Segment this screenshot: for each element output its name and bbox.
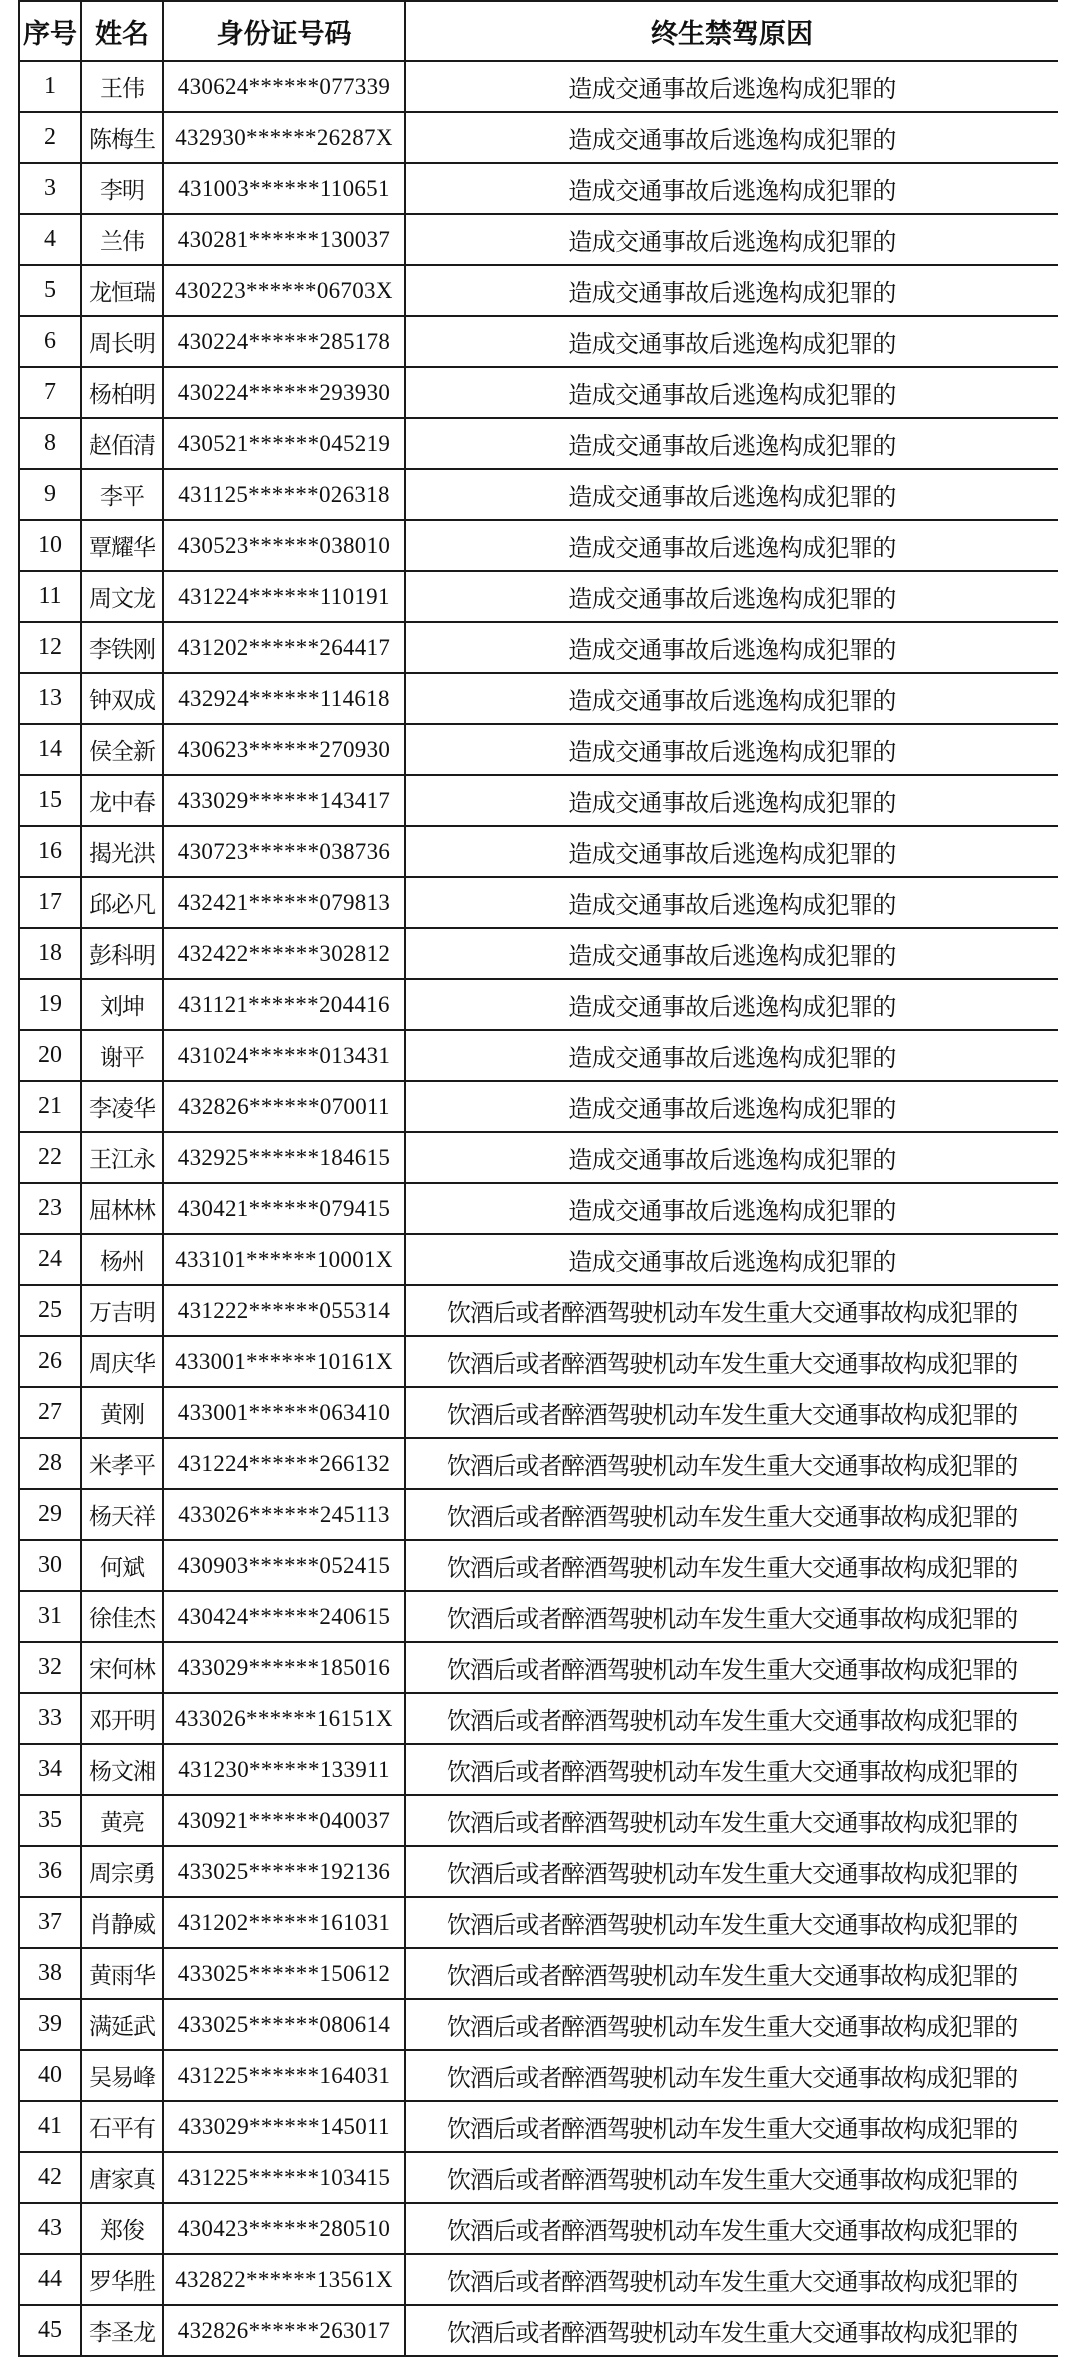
ban-reason-cell: 造成交通事故后逃逸构成犯罪的: [405, 979, 1058, 1030]
index-cell: 36: [19, 1846, 81, 1897]
name-cell: 覃耀华: [81, 520, 163, 571]
id-number-cell: 432930******26287X: [163, 112, 405, 163]
index-cell: 25: [19, 1285, 81, 1336]
table-row: [19, 1285, 1058, 1336]
table-row: [19, 775, 1058, 826]
table-row: [19, 2254, 1058, 2305]
id-number-cell: 432925******184615: [163, 1132, 405, 1183]
table-row: [19, 1999, 1058, 2050]
id-number-cell: 433025******150612: [163, 1948, 405, 1999]
header-index: 序号: [19, 1, 81, 61]
table-body: [19, 61, 1058, 2356]
table-row: [19, 1948, 1058, 1999]
id-number-cell: 431024******013431: [163, 1030, 405, 1081]
index-cell: 6: [19, 316, 81, 367]
id-number-cell: 432422******302812: [163, 928, 405, 979]
ban-reason-cell: 饮酒后或者醉酒驾驶机动车发生重大交通事故构成犯罪的: [405, 2050, 1058, 2101]
ban-reason-cell: 饮酒后或者醉酒驾驶机动车发生重大交通事故构成犯罪的: [405, 1897, 1058, 1948]
name-cell: 揭光洪: [81, 826, 163, 877]
id-number-cell: 433029******185016: [163, 1642, 405, 1693]
table-row: [19, 2305, 1058, 2356]
ban-reason-cell: 造成交通事故后逃逸构成犯罪的: [405, 622, 1058, 673]
name-cell: 吴易峰: [81, 2050, 163, 2101]
name-cell: 杨柏明: [81, 367, 163, 418]
name-cell: 周文龙: [81, 571, 163, 622]
id-number-cell: 430421******079415: [163, 1183, 405, 1234]
ban-reason-cell: 造成交通事故后逃逸构成犯罪的: [405, 469, 1058, 520]
name-cell: 万吉明: [81, 1285, 163, 1336]
table-row: [19, 1081, 1058, 1132]
id-number-cell: 433001******063410: [163, 1387, 405, 1438]
table-row: [19, 1591, 1058, 1642]
name-cell: 李平: [81, 469, 163, 520]
table-row: [19, 928, 1058, 979]
name-cell: 陈梅生: [81, 112, 163, 163]
id-number-cell: 431202******161031: [163, 1897, 405, 1948]
index-cell: 2: [19, 112, 81, 163]
id-number-cell: 430223******06703X: [163, 265, 405, 316]
index-cell: 32: [19, 1642, 81, 1693]
index-cell: 9: [19, 469, 81, 520]
table-row: [19, 826, 1058, 877]
name-cell: 彭科明: [81, 928, 163, 979]
name-cell: 王伟: [81, 61, 163, 112]
name-cell: 兰伟: [81, 214, 163, 265]
ban-reason-cell: 造成交通事故后逃逸构成犯罪的: [405, 928, 1058, 979]
name-cell: 杨天祥: [81, 1489, 163, 1540]
id-number-cell: 430723******038736: [163, 826, 405, 877]
ban-reason-cell: 造成交通事故后逃逸构成犯罪的: [405, 61, 1058, 112]
index-cell: 8: [19, 418, 81, 469]
name-cell: 龙中春: [81, 775, 163, 826]
index-cell: 34: [19, 1744, 81, 1795]
name-cell: 杨文湘: [81, 1744, 163, 1795]
id-number-cell: 430521******045219: [163, 418, 405, 469]
name-cell: 李圣龙: [81, 2305, 163, 2356]
index-cell: 27: [19, 1387, 81, 1438]
id-number-cell: 430623******270930: [163, 724, 405, 775]
table-row: [19, 1132, 1058, 1183]
index-cell: 5: [19, 265, 81, 316]
id-number-cell: 430424******240615: [163, 1591, 405, 1642]
index-cell: 23: [19, 1183, 81, 1234]
id-number-cell: 432822******13561X: [163, 2254, 405, 2305]
ban-reason-cell: 造成交通事故后逃逸构成犯罪的: [405, 775, 1058, 826]
index-cell: 29: [19, 1489, 81, 1540]
index-cell: 26: [19, 1336, 81, 1387]
table-row: [19, 979, 1058, 1030]
table-row: [19, 2203, 1058, 2254]
header-id-number: 身份证号码: [163, 1, 405, 61]
index-cell: 45: [19, 2305, 81, 2356]
id-number-cell: 431125******026318: [163, 469, 405, 520]
index-cell: 22: [19, 1132, 81, 1183]
table-row: [19, 367, 1058, 418]
table-row: [19, 1744, 1058, 1795]
ban-reason-cell: 饮酒后或者醉酒驾驶机动车发生重大交通事故构成犯罪的: [405, 2101, 1058, 2152]
ban-reason-cell: 饮酒后或者醉酒驾驶机动车发生重大交通事故构成犯罪的: [405, 1591, 1058, 1642]
name-cell: 龙恒瑞: [81, 265, 163, 316]
name-cell: 肖静威: [81, 1897, 163, 1948]
ban-reason-cell: 造成交通事故后逃逸构成犯罪的: [405, 112, 1058, 163]
id-number-cell: 430224******285178: [163, 316, 405, 367]
ban-reason-cell: 饮酒后或者醉酒驾驶机动车发生重大交通事故构成犯罪的: [405, 1540, 1058, 1591]
ban-reason-cell: 饮酒后或者醉酒驾驶机动车发生重大交通事故构成犯罪的: [405, 1999, 1058, 2050]
id-number-cell: 430523******038010: [163, 520, 405, 571]
id-number-cell: 432826******263017: [163, 2305, 405, 2356]
index-cell: 30: [19, 1540, 81, 1591]
index-cell: 35: [19, 1795, 81, 1846]
ban-reason-cell: 饮酒后或者醉酒驾驶机动车发生重大交通事故构成犯罪的: [405, 1642, 1058, 1693]
ban-reason-cell: 饮酒后或者醉酒驾驶机动车发生重大交通事故构成犯罪的: [405, 2305, 1058, 2356]
table-row: [19, 316, 1058, 367]
index-cell: 31: [19, 1591, 81, 1642]
table-row: [19, 1387, 1058, 1438]
id-number-cell: 433001******10161X: [163, 1336, 405, 1387]
table-header: [19, 1, 1058, 61]
ban-reason-cell: 造成交通事故后逃逸构成犯罪的: [405, 367, 1058, 418]
table-row: [19, 469, 1058, 520]
index-cell: 44: [19, 2254, 81, 2305]
ban-reason-cell: 造成交通事故后逃逸构成犯罪的: [405, 1234, 1058, 1285]
index-cell: 20: [19, 1030, 81, 1081]
name-cell: 周长明: [81, 316, 163, 367]
name-cell: 黄亮: [81, 1795, 163, 1846]
name-cell: 屈林林: [81, 1183, 163, 1234]
index-cell: 42: [19, 2152, 81, 2203]
table-row: [19, 877, 1058, 928]
name-cell: 李明: [81, 163, 163, 214]
ban-reason-cell: 造成交通事故后逃逸构成犯罪的: [405, 418, 1058, 469]
index-cell: 39: [19, 1999, 81, 2050]
index-cell: 3: [19, 163, 81, 214]
table-row: [19, 673, 1058, 724]
banned-drivers-document: [18, 0, 1058, 2362]
table-row: [19, 2101, 1058, 2152]
table-row: [19, 622, 1058, 673]
index-cell: 40: [19, 2050, 81, 2101]
id-number-cell: 432826******070011: [163, 1081, 405, 1132]
id-number-cell: 431225******103415: [163, 2152, 405, 2203]
id-number-cell: 431202******264417: [163, 622, 405, 673]
table-row: [19, 724, 1058, 775]
name-cell: 唐家真: [81, 2152, 163, 2203]
table-row: [19, 418, 1058, 469]
ban-reason-cell: 造成交通事故后逃逸构成犯罪的: [405, 1183, 1058, 1234]
index-cell: 18: [19, 928, 81, 979]
id-number-cell: 431121******204416: [163, 979, 405, 1030]
table-row: [19, 1183, 1058, 1234]
index-cell: 19: [19, 979, 81, 1030]
id-number-cell: 431222******055314: [163, 1285, 405, 1336]
index-cell: 37: [19, 1897, 81, 1948]
ban-reason-cell: 饮酒后或者醉酒驾驶机动车发生重大交通事故构成犯罪的: [405, 1846, 1058, 1897]
table-row: [19, 214, 1058, 265]
name-cell: 邓开明: [81, 1693, 163, 1744]
name-cell: 周宗勇: [81, 1846, 163, 1897]
id-number-cell: 430903******052415: [163, 1540, 405, 1591]
table-row: [19, 2050, 1058, 2101]
index-cell: 38: [19, 1948, 81, 1999]
name-cell: 杨州: [81, 1234, 163, 1285]
id-number-cell: 433025******192136: [163, 1846, 405, 1897]
table-row: [19, 1642, 1058, 1693]
table-row: [19, 1438, 1058, 1489]
ban-reason-cell: 造成交通事故后逃逸构成犯罪的: [405, 1081, 1058, 1132]
ban-reason-cell: 造成交通事故后逃逸构成犯罪的: [405, 571, 1058, 622]
id-number-cell: 432924******114618: [163, 673, 405, 724]
id-number-cell: 433026******16151X: [163, 1693, 405, 1744]
id-number-cell: 432421******079813: [163, 877, 405, 928]
name-cell: 米孝平: [81, 1438, 163, 1489]
table-row: [19, 1030, 1058, 1081]
table-row: [19, 1693, 1058, 1744]
id-number-cell: 431003******110651: [163, 163, 405, 214]
index-cell: 1: [19, 61, 81, 112]
name-cell: 刘坤: [81, 979, 163, 1030]
index-cell: 4: [19, 214, 81, 265]
id-number-cell: 430921******040037: [163, 1795, 405, 1846]
ban-reason-cell: 饮酒后或者醉酒驾驶机动车发生重大交通事故构成犯罪的: [405, 1489, 1058, 1540]
id-number-cell: 433101******10001X: [163, 1234, 405, 1285]
table-row: [19, 1795, 1058, 1846]
index-cell: 24: [19, 1234, 81, 1285]
index-cell: 7: [19, 367, 81, 418]
index-cell: 12: [19, 622, 81, 673]
ban-reason-cell: 造成交通事故后逃逸构成犯罪的: [405, 724, 1058, 775]
index-cell: 16: [19, 826, 81, 877]
name-cell: 李铁刚: [81, 622, 163, 673]
id-number-cell: 430423******280510: [163, 2203, 405, 2254]
name-cell: 谢平: [81, 1030, 163, 1081]
ban-reason-cell: 饮酒后或者醉酒驾驶机动车发生重大交通事故构成犯罪的: [405, 1693, 1058, 1744]
lifetime-driving-ban-table: [18, 0, 1058, 2357]
index-cell: 21: [19, 1081, 81, 1132]
header-ban-reason: 终生禁驾原因: [405, 1, 1058, 61]
id-number-cell: 431230******133911: [163, 1744, 405, 1795]
name-cell: 黄刚: [81, 1387, 163, 1438]
ban-reason-cell: 造成交通事故后逃逸构成犯罪的: [405, 214, 1058, 265]
ban-reason-cell: 造成交通事故后逃逸构成犯罪的: [405, 877, 1058, 928]
id-number-cell: 430624******077339: [163, 61, 405, 112]
ban-reason-cell: 饮酒后或者醉酒驾驶机动车发生重大交通事故构成犯罪的: [405, 1948, 1058, 1999]
table-row: [19, 1336, 1058, 1387]
ban-reason-cell: 饮酒后或者醉酒驾驶机动车发生重大交通事故构成犯罪的: [405, 1744, 1058, 1795]
name-cell: 宋何林: [81, 1642, 163, 1693]
table-row: [19, 1846, 1058, 1897]
ban-reason-cell: 造成交通事故后逃逸构成犯罪的: [405, 1132, 1058, 1183]
table-row: [19, 112, 1058, 163]
ban-reason-cell: 造成交通事故后逃逸构成犯罪的: [405, 163, 1058, 214]
table-row: [19, 1540, 1058, 1591]
ban-reason-cell: 造成交通事故后逃逸构成犯罪的: [405, 316, 1058, 367]
ban-reason-cell: 造成交通事故后逃逸构成犯罪的: [405, 673, 1058, 724]
index-cell: 13: [19, 673, 81, 724]
index-cell: 17: [19, 877, 81, 928]
index-cell: 14: [19, 724, 81, 775]
table-row: [19, 571, 1058, 622]
name-cell: 王江永: [81, 1132, 163, 1183]
ban-reason-cell: 饮酒后或者醉酒驾驶机动车发生重大交通事故构成犯罪的: [405, 1336, 1058, 1387]
id-number-cell: 433029******145011: [163, 2101, 405, 2152]
table-row: [19, 520, 1058, 571]
table-row: [19, 265, 1058, 316]
table-row: [19, 1234, 1058, 1285]
index-cell: 33: [19, 1693, 81, 1744]
header-row: [19, 1, 1058, 61]
name-cell: 邱必凡: [81, 877, 163, 928]
name-cell: 周庆华: [81, 1336, 163, 1387]
ban-reason-cell: 饮酒后或者醉酒驾驶机动车发生重大交通事故构成犯罪的: [405, 1438, 1058, 1489]
name-cell: 侯全新: [81, 724, 163, 775]
index-cell: 10: [19, 520, 81, 571]
id-number-cell: 433029******143417: [163, 775, 405, 826]
name-cell: 赵佰清: [81, 418, 163, 469]
index-cell: 11: [19, 571, 81, 622]
id-number-cell: 431224******266132: [163, 1438, 405, 1489]
name-cell: 何斌: [81, 1540, 163, 1591]
table-row: [19, 1489, 1058, 1540]
id-number-cell: 430224******293930: [163, 367, 405, 418]
id-number-cell: 433025******080614: [163, 1999, 405, 2050]
index-cell: 41: [19, 2101, 81, 2152]
id-number-cell: 430281******130037: [163, 214, 405, 265]
name-cell: 满延武: [81, 1999, 163, 2050]
table-row: [19, 61, 1058, 112]
index-cell: 43: [19, 2203, 81, 2254]
ban-reason-cell: 饮酒后或者醉酒驾驶机动车发生重大交通事故构成犯罪的: [405, 2152, 1058, 2203]
ban-reason-cell: 饮酒后或者醉酒驾驶机动车发生重大交通事故构成犯罪的: [405, 1285, 1058, 1336]
id-number-cell: 431225******164031: [163, 2050, 405, 2101]
ban-reason-cell: 饮酒后或者醉酒驾驶机动车发生重大交通事故构成犯罪的: [405, 2203, 1058, 2254]
table-row: [19, 2152, 1058, 2203]
header-name: 姓名: [81, 1, 163, 61]
table-row: [19, 1897, 1058, 1948]
ban-reason-cell: 饮酒后或者醉酒驾驶机动车发生重大交通事故构成犯罪的: [405, 1387, 1058, 1438]
ban-reason-cell: 饮酒后或者醉酒驾驶机动车发生重大交通事故构成犯罪的: [405, 1795, 1058, 1846]
name-cell: 郑俊: [81, 2203, 163, 2254]
ban-reason-cell: 造成交通事故后逃逸构成犯罪的: [405, 265, 1058, 316]
id-number-cell: 433026******245113: [163, 1489, 405, 1540]
index-cell: 28: [19, 1438, 81, 1489]
name-cell: 石平有: [81, 2101, 163, 2152]
name-cell: 徐佳杰: [81, 1591, 163, 1642]
table-row: [19, 163, 1058, 214]
index-cell: 15: [19, 775, 81, 826]
name-cell: 罗华胜: [81, 2254, 163, 2305]
name-cell: 钟双成: [81, 673, 163, 724]
ban-reason-cell: 造成交通事故后逃逸构成犯罪的: [405, 1030, 1058, 1081]
name-cell: 黄雨华: [81, 1948, 163, 1999]
name-cell: 李凌华: [81, 1081, 163, 1132]
id-number-cell: 431224******110191: [163, 571, 405, 622]
ban-reason-cell: 饮酒后或者醉酒驾驶机动车发生重大交通事故构成犯罪的: [405, 2254, 1058, 2305]
ban-reason-cell: 造成交通事故后逃逸构成犯罪的: [405, 826, 1058, 877]
ban-reason-cell: 造成交通事故后逃逸构成犯罪的: [405, 520, 1058, 571]
